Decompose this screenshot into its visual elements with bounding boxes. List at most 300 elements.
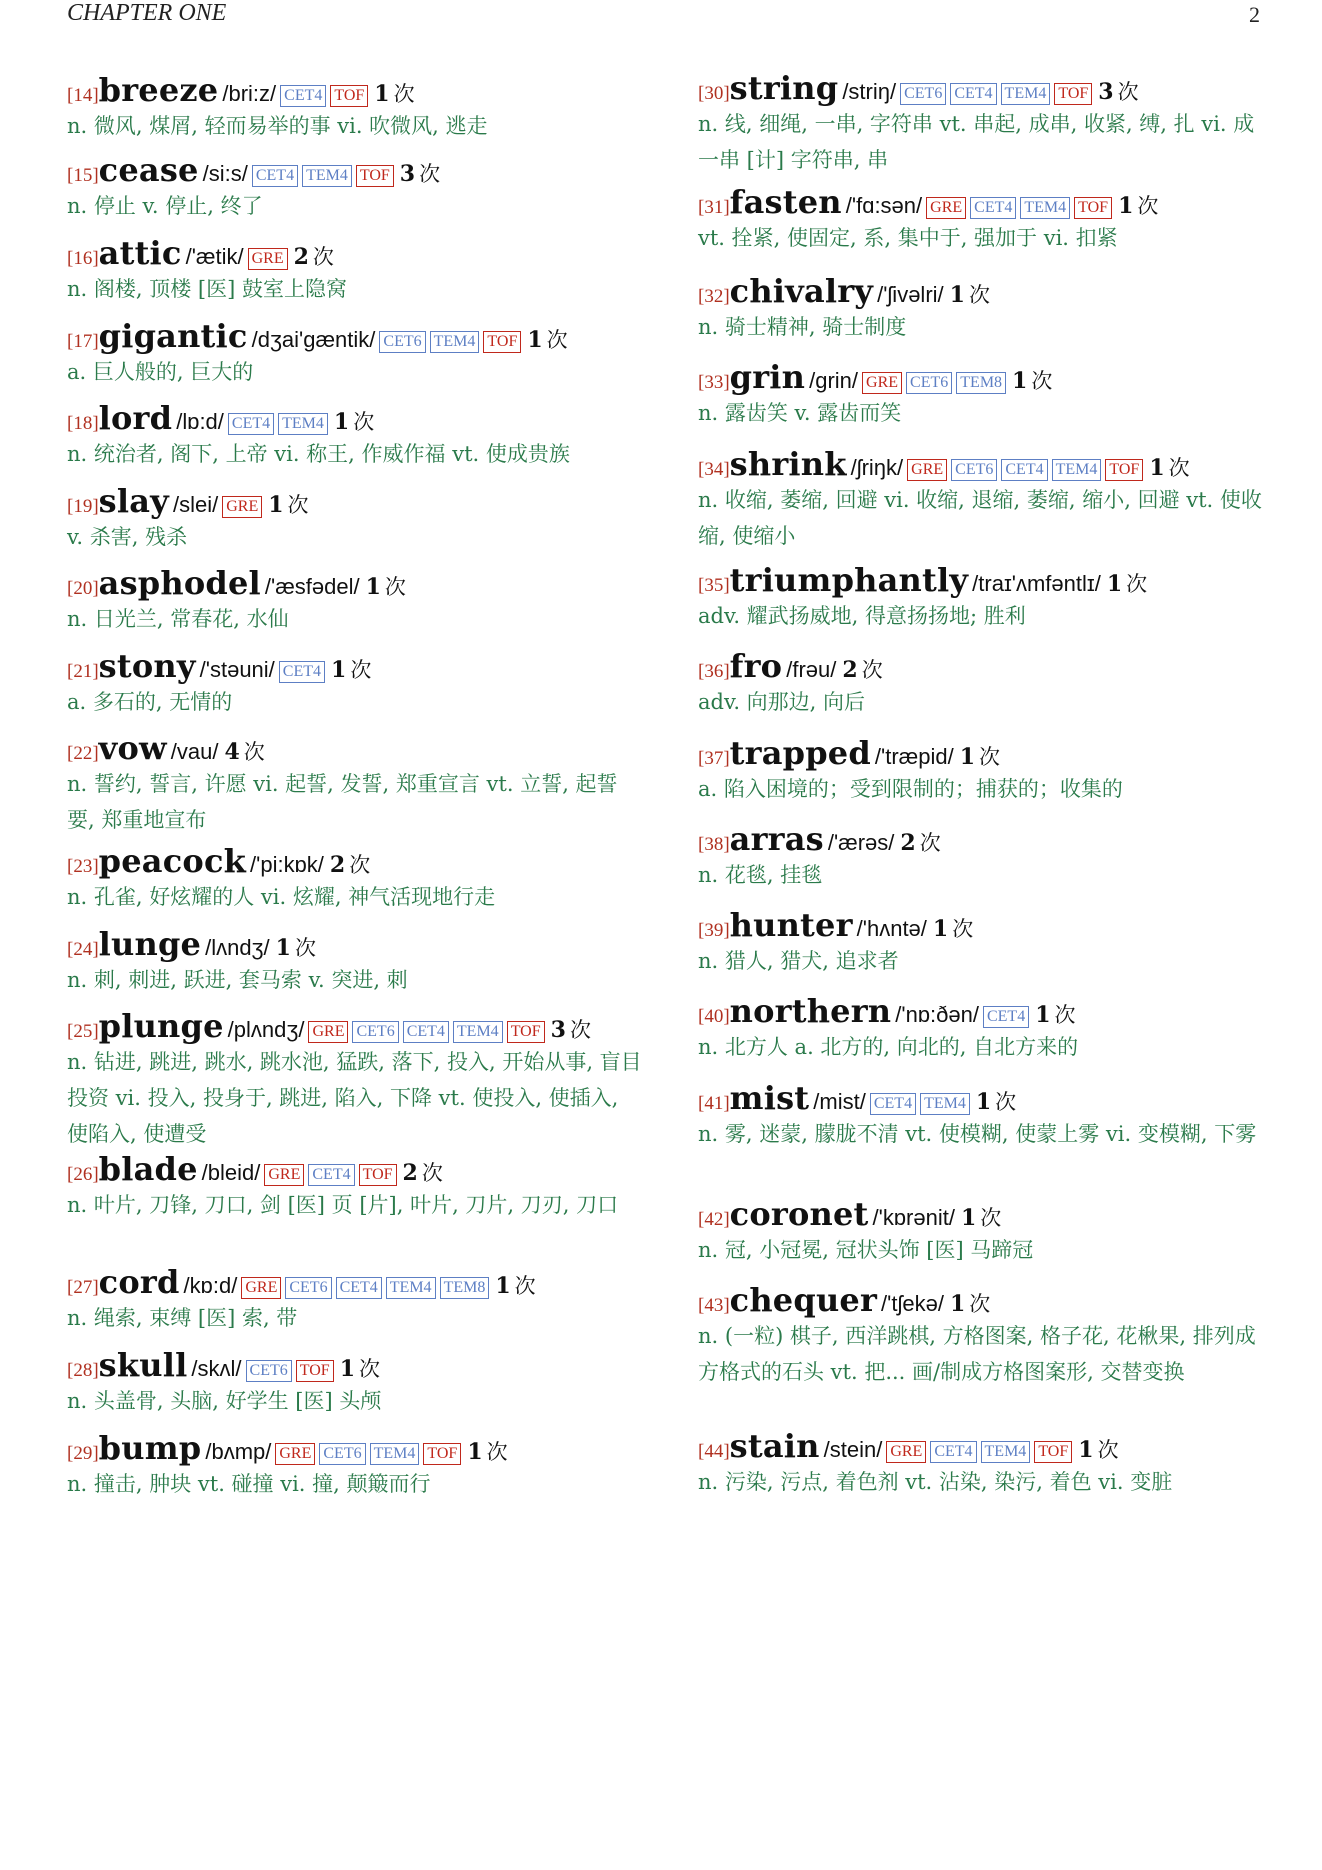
entry-headline xyxy=(698,271,1270,311)
exam-tag: TEM4 xyxy=(1001,83,1051,105)
phonetic: /vau/ xyxy=(170,739,219,764)
phonetic: /mist/ xyxy=(813,1089,866,1114)
count-unit: 次 xyxy=(393,82,415,106)
headword: fro xyxy=(729,647,783,685)
headword: bump xyxy=(98,1429,202,1467)
entry-headline xyxy=(67,481,642,521)
phonetic: /ʃriŋk/ xyxy=(850,455,904,480)
phonetic: /si:s/ xyxy=(202,161,248,186)
exam-tag: CET4 xyxy=(252,165,298,187)
count-unit: 次 xyxy=(419,162,441,186)
entry-index: [18] xyxy=(67,413,99,434)
entry-index: [16] xyxy=(67,248,99,269)
phonetic: /'ætik/ xyxy=(185,244,244,269)
entry-headline xyxy=(698,1280,1270,1320)
count-unit: 次 xyxy=(1117,80,1139,104)
count-unit: 次 xyxy=(294,936,316,960)
phonetic: /'pi:kɒk/ xyxy=(250,852,324,877)
count-unit: 次 xyxy=(1126,572,1148,596)
vocab-entry xyxy=(698,1194,1270,1268)
count-unit: 次 xyxy=(421,1161,443,1185)
headword: cease xyxy=(98,151,199,189)
exam-tag: CET4 xyxy=(308,1164,354,1186)
exam-tag: CET4 xyxy=(950,83,996,105)
vocab-entry xyxy=(698,271,1270,345)
count-unit: 次 xyxy=(1168,456,1190,480)
entry-headline xyxy=(698,357,1270,397)
exam-tag: CET4 xyxy=(403,1021,449,1043)
count-unit: 次 xyxy=(514,1274,536,1298)
entry-index: [42] xyxy=(698,1209,730,1230)
headword: northern xyxy=(729,992,892,1030)
exam-tag: GRE xyxy=(907,459,947,481)
entry-index: [38] xyxy=(698,834,730,855)
phonetic: /'nɒ:ðən/ xyxy=(895,1002,979,1027)
headword: shrink xyxy=(729,445,847,483)
entry-headline xyxy=(698,68,1270,108)
count-unit: 次 xyxy=(1031,369,1053,393)
count-unit: 次 xyxy=(995,1090,1017,1114)
entry-index: [14] xyxy=(67,85,99,106)
count-unit: 次 xyxy=(359,1357,381,1381)
entry-index: [44] xyxy=(698,1441,730,1462)
definition: n. 钻进, 跳进, 跳水, 跳水池, 猛跌, 落下, 投入, 开始从事, 盲目投资 vi. 投入, 投身于, 跳进, 陷入, 下降 vt. 使投入, 使插入, 使陷入, 使遭受 xyxy=(67,1050,642,1146)
exam-tag: TEM4 xyxy=(278,413,328,435)
headword: trapped xyxy=(729,734,871,772)
entry-headline xyxy=(67,70,642,110)
definition: n. 叶片, 刀锋, 刀口, 剑 [医] 页 [片], 叶片, 刀片, 刀刃, 刀口 xyxy=(67,1193,619,1217)
entry-headline xyxy=(698,646,1270,686)
entry-headline xyxy=(67,1149,642,1189)
entry-headline xyxy=(698,1194,1270,1234)
headword: lord xyxy=(98,399,173,437)
count-unit: 次 xyxy=(980,1206,1002,1230)
definition: a. 巨人般的, 巨大的 xyxy=(67,360,254,384)
vocab-entry xyxy=(67,1006,642,1152)
occurrence-count: 1 xyxy=(1118,193,1134,219)
entry-index: [36] xyxy=(698,661,730,682)
exam-tag: TOF xyxy=(1074,197,1112,219)
entry-headline xyxy=(698,444,1270,484)
occurrence-count: 3 xyxy=(399,161,416,187)
entry-index: [25] xyxy=(67,1021,99,1042)
occurrence-count: 2 xyxy=(842,657,858,683)
count-unit: 次 xyxy=(569,1018,591,1042)
phonetic: /'træpid/ xyxy=(874,744,954,769)
definition: n. 日光兰, 常春花, 水仙 xyxy=(67,607,289,631)
entry-headline xyxy=(698,733,1270,773)
vocab-entry xyxy=(67,316,642,390)
phonetic: /'ʃivəlri/ xyxy=(877,282,944,307)
entry-headline xyxy=(698,182,1270,222)
phonetic: /stein/ xyxy=(823,1437,883,1462)
vocab-entry xyxy=(698,733,1270,807)
exam-tag: TOF xyxy=(330,85,368,107)
entry-headline xyxy=(698,1078,1270,1118)
headword: lunge xyxy=(98,925,202,963)
count-unit: 次 xyxy=(1097,1438,1119,1462)
definition: a. 多石的, 无情的 xyxy=(67,690,233,714)
exam-tag: CET6 xyxy=(906,372,952,394)
entry-headline xyxy=(67,1006,642,1046)
occurrence-count: 2 xyxy=(329,852,346,878)
entry-headline xyxy=(67,728,642,768)
exam-tag: CET4 xyxy=(983,1006,1029,1028)
occurrence-count: 1 xyxy=(1149,455,1165,481)
entry-headline xyxy=(698,1426,1270,1466)
definition: n. 猎人, 猎犬, 追求者 xyxy=(698,949,899,973)
entry-index: [15] xyxy=(67,165,99,186)
entry-index: [30] xyxy=(698,83,730,104)
occurrence-count: 1 xyxy=(932,916,949,942)
entry-index: [43] xyxy=(698,1295,730,1316)
entry-headline xyxy=(67,398,642,438)
vocab-entry xyxy=(698,1078,1270,1152)
occurrence-count: 2 xyxy=(900,830,916,856)
exam-tag: TEM4 xyxy=(302,165,352,187)
exam-tag: TOF xyxy=(1054,83,1092,105)
phonetic: /bri:z/ xyxy=(222,81,277,106)
exam-tag: TOF xyxy=(359,1164,397,1186)
phonetic: /striŋ/ xyxy=(842,79,897,104)
headword: peacock xyxy=(98,842,247,880)
count-unit: 次 xyxy=(349,853,371,877)
exam-tag: TEM4 xyxy=(1020,197,1070,219)
phonetic: /lʌndʒ/ xyxy=(205,935,270,960)
vocab-entry xyxy=(67,1262,642,1336)
entry-index: [37] xyxy=(698,748,730,769)
occurrence-count: 1 xyxy=(495,1273,511,1299)
vocab-entry xyxy=(67,1345,642,1419)
vocab-entry xyxy=(698,68,1270,178)
phonetic: /plʌndʒ/ xyxy=(227,1017,305,1042)
occurrence-count: 2 xyxy=(402,1160,418,1186)
occurrence-count: 1 xyxy=(959,744,976,770)
exam-tag: CET4 xyxy=(336,1277,382,1299)
phonetic: /skʌl/ xyxy=(191,1356,242,1381)
exam-tag: TEM4 xyxy=(370,1443,420,1465)
entry-headline xyxy=(67,233,642,273)
definition: n. 微风, 煤屑, 轻而易举的事 vi. 吹微风, 逃走 xyxy=(67,114,488,138)
entry-index: [27] xyxy=(67,1277,99,1298)
occurrence-count: 4 xyxy=(224,739,240,765)
exam-tag: TOF xyxy=(423,1443,461,1465)
exam-tag: CET6 xyxy=(285,1277,331,1299)
count-unit: 次 xyxy=(968,283,990,307)
headword: fasten xyxy=(729,183,842,221)
entry-headline xyxy=(698,991,1270,1031)
exam-tag: TEM4 xyxy=(981,1441,1031,1463)
exam-tag: CET4 xyxy=(1001,459,1047,481)
vocab-entry xyxy=(698,560,1270,634)
headword: attic xyxy=(98,234,182,272)
exam-tag: CET4 xyxy=(870,1093,916,1115)
exam-tag: TOF xyxy=(296,1360,334,1382)
entry-headline xyxy=(698,905,1270,945)
occurrence-count: 1 xyxy=(365,574,381,600)
count-unit: 次 xyxy=(919,831,941,855)
definition: n. 骑士精神, 骑士制度 xyxy=(698,315,907,339)
headword: arras xyxy=(729,820,824,858)
phonetic: /'stəuni/ xyxy=(199,657,275,682)
count-unit: 次 xyxy=(287,493,309,517)
occurrence-count: 1 xyxy=(275,935,291,961)
exam-tag: GRE xyxy=(264,1164,304,1186)
occurrence-count: 1 xyxy=(1035,1002,1051,1028)
entry-index: [32] xyxy=(698,286,730,307)
phonetic: /'tʃekə/ xyxy=(881,1291,944,1316)
count-unit: 次 xyxy=(353,410,375,434)
exam-tag: GRE xyxy=(926,197,966,219)
count-unit: 次 xyxy=(969,1292,991,1316)
page-number: 2 xyxy=(1249,2,1260,27)
vocab-entry xyxy=(67,150,642,224)
exam-tag: CET4 xyxy=(930,1441,976,1463)
occurrence-count: 1 xyxy=(339,1356,356,1382)
headword: coronet xyxy=(729,1195,869,1233)
entry-headline xyxy=(67,150,642,190)
definition: n. 阁楼, 顶楼 [医] 鼓室上隐窝 xyxy=(67,277,347,301)
definition: a. 陷入困境的；受到限制的；捕获的；收集的 xyxy=(698,777,1123,801)
occurrence-count: 3 xyxy=(550,1017,566,1043)
count-unit: 次 xyxy=(312,245,334,269)
vocab-entry xyxy=(67,233,642,307)
definition: n. 孔雀, 好炫耀的人 vi. 炫耀, 神气活现地行走 xyxy=(67,885,496,909)
exam-tag: GRE xyxy=(222,496,262,518)
definition: v. 杀害, 残杀 xyxy=(67,525,188,549)
occurrence-count: 1 xyxy=(333,409,350,435)
headword: mist xyxy=(729,1079,810,1117)
count-unit: 次 xyxy=(350,658,372,682)
headword: hunter xyxy=(729,906,853,944)
exam-tag: TEM4 xyxy=(386,1277,436,1299)
occurrence-count: 1 xyxy=(949,1291,966,1317)
entry-headline xyxy=(67,924,642,964)
headword: vow xyxy=(98,729,167,767)
headword: asphodel xyxy=(98,564,261,602)
headword: blade xyxy=(98,1150,198,1188)
headword: stain xyxy=(729,1427,820,1465)
phonetic: /'æsfədel/ xyxy=(264,574,360,599)
count-unit: 次 xyxy=(384,575,406,599)
exam-tag: GRE xyxy=(308,1021,348,1043)
exam-tag: GRE xyxy=(862,372,902,394)
vocab-entry xyxy=(698,905,1270,979)
occurrence-count: 1 xyxy=(960,1205,977,1231)
exam-tag: TOF xyxy=(356,165,394,187)
headword: string xyxy=(729,69,839,107)
exam-tag: GRE xyxy=(886,1441,926,1463)
exam-tag: CET4 xyxy=(280,85,326,107)
entry-index: [20] xyxy=(67,578,99,599)
occurrence-count: 1 xyxy=(1012,368,1028,394)
occurrence-count: 1 xyxy=(975,1089,992,1115)
entry-headline xyxy=(698,819,1270,859)
entry-index: [21] xyxy=(67,661,99,682)
headword: slay xyxy=(98,482,169,520)
headword: grin xyxy=(729,358,806,396)
entry-headline xyxy=(698,560,1270,600)
vocab-entry xyxy=(67,563,642,637)
vocab-entry xyxy=(67,646,642,720)
definition: n. 收缩, 萎缩, 回避 vi. 收缩, 退缩, 萎缩, 缩小, 回避 vt. 使收缩, 使缩小 xyxy=(698,488,1262,548)
phonetic: /lɒ:d/ xyxy=(176,409,224,434)
entry-headline xyxy=(67,563,642,603)
vocab-entry xyxy=(67,1428,642,1502)
chapter-title: CHAPTER ONE xyxy=(67,0,227,26)
exam-tag: CET6 xyxy=(951,459,997,481)
phonetic: /bʌmp/ xyxy=(205,1439,272,1464)
entry-index: [31] xyxy=(698,197,730,218)
occurrence-count: 1 xyxy=(1078,1437,1094,1463)
exam-tag: TEM4 xyxy=(430,331,480,353)
exam-tag: GRE xyxy=(248,248,288,270)
entry-headline xyxy=(67,1345,642,1385)
definition: n. 雾, 迷蒙, 朦胧不清 vt. 使模糊, 使蒙上雾 vi. 变模糊, 下雾 xyxy=(698,1122,1257,1146)
exam-tag: TEM4 xyxy=(453,1021,503,1043)
exam-tag: CET6 xyxy=(246,1360,292,1382)
phonetic: /kɒ:d/ xyxy=(183,1273,238,1298)
phonetic: /traɪ'ʌmfəntlɪ/ xyxy=(972,571,1101,596)
count-unit: 次 xyxy=(486,1440,508,1464)
vocab-entry xyxy=(67,924,642,998)
count-unit: 次 xyxy=(546,328,568,352)
definition: n. 停止 v. 停止, 终了 xyxy=(67,194,263,218)
exam-tag: TOF xyxy=(483,331,521,353)
entry-headline xyxy=(67,841,642,881)
definition: n. (一粒) 棋子, 西洋跳棋, 方格图案, 格子花, 花楸果, 排列成方格式的石头 vt. 把... 画/制成方格图案形, 交替变换 xyxy=(698,1324,1256,1384)
entry-index: [17] xyxy=(67,331,99,352)
entry-index: [39] xyxy=(698,920,730,941)
headword: stony xyxy=(98,647,196,685)
occurrence-count: 2 xyxy=(293,244,309,270)
occurrence-count: 1 xyxy=(467,1439,483,1465)
vocab-entry xyxy=(67,841,642,915)
exam-tag: CET6 xyxy=(900,83,946,105)
entry-index: [34] xyxy=(698,459,730,480)
occurrence-count: 1 xyxy=(374,81,390,107)
vocab-entry xyxy=(698,182,1270,256)
exam-tag: CET6 xyxy=(352,1021,398,1043)
phonetic: /'hʌntə/ xyxy=(856,916,927,941)
headword: plunge xyxy=(98,1007,224,1045)
occurrence-count: 1 xyxy=(949,282,965,308)
definition: adv. 向那边, 向后 xyxy=(698,690,866,714)
vocab-entry xyxy=(698,444,1270,554)
phonetic: /slei/ xyxy=(172,492,219,517)
vocab-entry xyxy=(698,991,1270,1065)
exam-tag: TEM8 xyxy=(440,1277,490,1299)
vocab-entry xyxy=(698,357,1270,431)
exam-tag: CET4 xyxy=(970,197,1016,219)
entry-index: [35] xyxy=(698,575,730,596)
phonetic: /grin/ xyxy=(809,368,859,393)
vocab-entry xyxy=(698,819,1270,893)
vocab-entry xyxy=(698,1280,1270,1390)
entry-index: [22] xyxy=(67,743,99,764)
vocab-entry xyxy=(67,398,642,472)
exam-tag: CET4 xyxy=(279,661,325,683)
entry-index: [41] xyxy=(698,1093,730,1114)
entry-headline xyxy=(67,646,642,686)
headword: chivalry xyxy=(729,272,874,310)
vocab-entry xyxy=(67,728,642,838)
headword: triumphantly xyxy=(729,561,969,599)
entry-headline xyxy=(67,1262,642,1302)
exam-tag: TOF xyxy=(507,1021,545,1043)
exam-tag: TOF xyxy=(1105,459,1143,481)
definition: n. 誓约, 誓言, 许愿 vi. 起誓, 发誓, 郑重宣言 vt. 立誓, 起誓要, 郑重地宣布 xyxy=(67,772,618,832)
phonetic: /frəu/ xyxy=(786,657,837,682)
occurrence-count: 1 xyxy=(331,657,347,683)
exam-tag: GRE xyxy=(275,1443,315,1465)
definition: n. 冠, 小冠冕, 冠状头饰 [医] 马蹄冠 xyxy=(698,1238,1034,1262)
exam-tag: GRE xyxy=(241,1277,281,1299)
occurrence-count: 3 xyxy=(1098,79,1114,105)
definition: vt. 拴紧, 使固定, 系, 集中于, 强加于 vi. 扣紧 xyxy=(698,226,1118,250)
occurrence-count: 1 xyxy=(268,492,284,518)
headword: gigantic xyxy=(98,317,248,355)
definition: adv. 耀武扬威地, 得意扬扬地; 胜利 xyxy=(698,604,1026,628)
phonetic: /'fɑ:sən/ xyxy=(845,193,923,218)
entry-headline xyxy=(67,316,642,356)
definition: n. 北方人 a. 北方的, 向北的, 自北方来的 xyxy=(698,1035,1079,1059)
exam-tag: TEM4 xyxy=(920,1093,970,1115)
exam-tag: CET6 xyxy=(379,331,425,353)
entry-index: [40] xyxy=(698,1006,730,1027)
exam-tag: CET6 xyxy=(319,1443,365,1465)
entry-headline xyxy=(67,1428,642,1468)
definition: n. 统治者, 阁下, 上帝 vi. 称王, 作威作福 vt. 使成贵族 xyxy=(67,442,570,466)
definition: n. 绳索, 束缚 [医] 索, 带 xyxy=(67,1306,298,1330)
definition: n. 花毯, 挂毯 xyxy=(698,863,823,887)
exam-tag: TOF xyxy=(1034,1441,1072,1463)
count-unit: 次 xyxy=(979,745,1001,769)
headword: breeze xyxy=(98,71,219,109)
entry-index: [29] xyxy=(67,1443,99,1464)
entry-index: [19] xyxy=(67,496,99,517)
definition: n. 撞击, 肿块 vt. 碰撞 vi. 撞, 颠簸而行 xyxy=(67,1472,431,1496)
vocab-entry xyxy=(67,481,642,555)
vocab-entry xyxy=(698,1426,1270,1500)
phonetic: /'ærəs/ xyxy=(827,830,895,855)
phonetic: /bleid/ xyxy=(201,1160,261,1185)
exam-tag: TEM8 xyxy=(956,372,1006,394)
count-unit: 次 xyxy=(1054,1003,1076,1027)
definition: n. 线, 细绳, 一串, 字符串 vt. 串起, 成串, 收紧, 缚, 扎 vi. 成一串 [计] 字符串, 串 xyxy=(698,112,1255,172)
definition: n. 头盖骨, 头脑, 好学生 [医] 头颅 xyxy=(67,1389,382,1413)
definition: n. 刺, 刺进, 跃进, 套马索 v. 突进, 刺 xyxy=(67,968,408,992)
exam-tag: TEM4 xyxy=(1052,459,1102,481)
vocab-entry xyxy=(67,70,642,144)
occurrence-count: 1 xyxy=(527,327,543,353)
phonetic: /dʒai'gæntik/ xyxy=(251,327,376,352)
definition: n. 露齿笑 v. 露齿而笑 xyxy=(698,401,902,425)
count-unit: 次 xyxy=(1137,194,1159,218)
vocab-entry xyxy=(67,1149,642,1223)
entry-index: [26] xyxy=(67,1164,99,1185)
count-unit: 次 xyxy=(861,658,883,682)
entry-index: [23] xyxy=(67,856,99,877)
entry-index: [28] xyxy=(67,1360,99,1381)
vocab-entry xyxy=(698,646,1270,720)
count-unit: 次 xyxy=(952,917,974,941)
entry-index: [24] xyxy=(67,939,99,960)
headword: cord xyxy=(98,1263,180,1301)
headword: chequer xyxy=(729,1281,878,1319)
phonetic: /'kɒrənit/ xyxy=(872,1205,955,1230)
definition: n. 污染, 污点, 着色剂 vt. 沾染, 染污, 着色 vi. 变脏 xyxy=(698,1470,1173,1494)
